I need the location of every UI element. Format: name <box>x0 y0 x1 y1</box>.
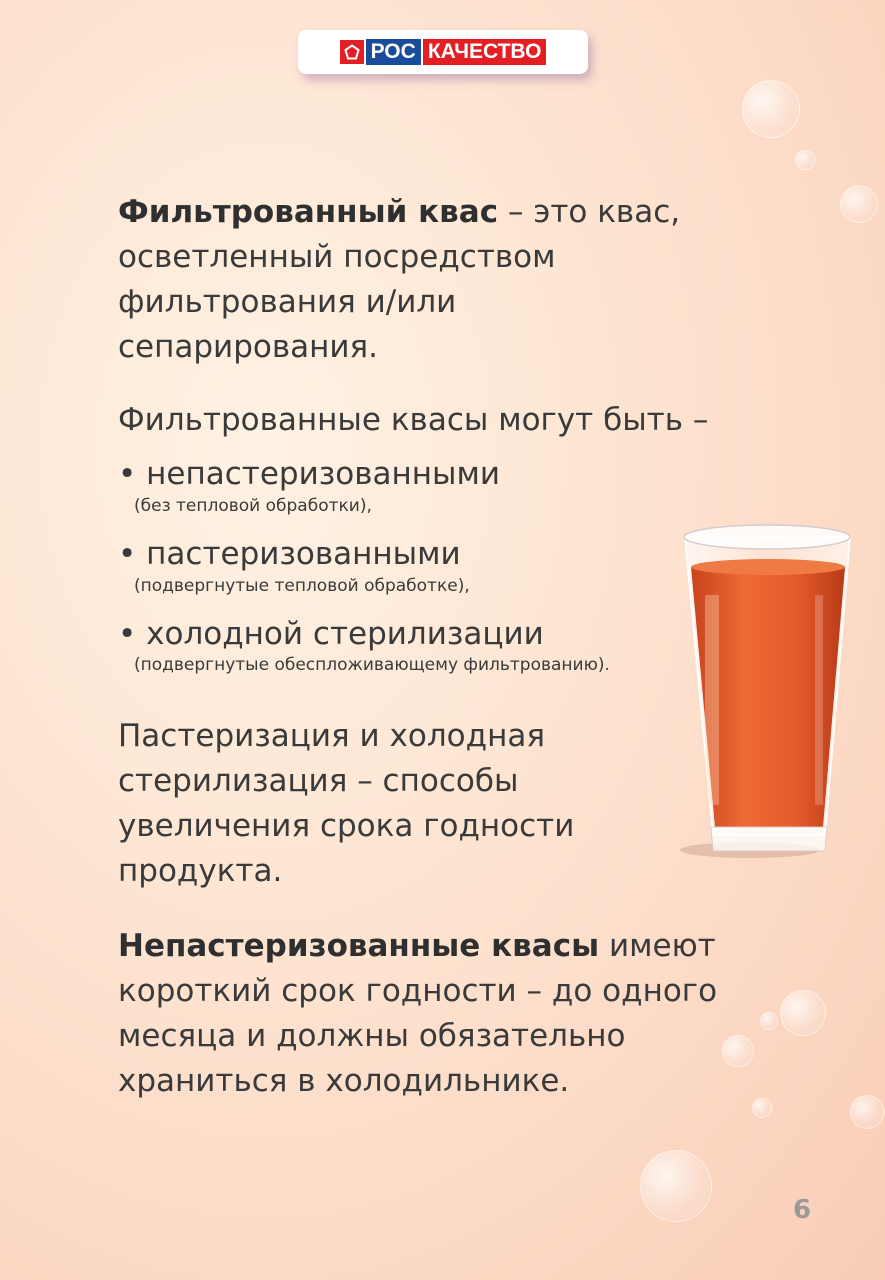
bullet-note-cold-sterilization: (подвергнутые обеспложивающему фильтрованию). <box>134 655 610 675</box>
types-intro: Фильтрованные квасы могут быть – <box>118 402 709 438</box>
storage-term: Непастеризованные квасы <box>118 928 600 964</box>
definition-paragraph <box>118 190 680 370</box>
storage-line-4: храниться в холодильнике. <box>118 1063 570 1099</box>
storage-paragraph <box>118 924 717 1104</box>
storage-text: имеют <box>599 928 716 964</box>
bullet-item-pasteurized: • пастеризованными <box>118 536 461 572</box>
bullet-note-unpasteurized: (без тепловой обработки), <box>134 496 372 516</box>
pasteurization-line-3: увеличения срока годности <box>118 808 575 844</box>
storage-line-3: месяца и должны обязательно <box>118 1018 626 1054</box>
pasteurization-line-4: продукта. <box>118 853 283 889</box>
definition-line-1 <box>118 190 680 235</box>
bubble-decoration <box>640 1150 712 1222</box>
definition-line-4: сепарирования. <box>118 329 379 365</box>
storage-line-2: короткий срок годности – до одного <box>118 973 718 1009</box>
pasteurization-line-1: Пастеризация и холодная <box>118 718 545 754</box>
definition-term: Фильтрованный квас <box>118 194 499 230</box>
bullet-item-cold-sterilization: • холодной стерилизации <box>118 616 544 652</box>
logo-ros-text: РОС <box>366 39 421 65</box>
pasteurization-paragraph <box>118 714 574 894</box>
bubble-decoration <box>780 990 826 1036</box>
pasteurization-line-2: стерилизация – способы <box>118 763 519 799</box>
bubble-decoration <box>795 150 815 170</box>
bullet-item-unpasteurized: • непастеризованными <box>118 456 501 492</box>
roskachestvo-logo <box>298 30 588 74</box>
definition-line-3: фильтрования и/или <box>118 284 457 320</box>
bubble-decoration <box>752 1098 772 1118</box>
logo-kachestvo-text: КАЧЕСТВО <box>423 39 547 65</box>
bubble-decoration <box>850 1095 884 1129</box>
bullet-note-pasteurized: (подвергнутые тепловой обработке), <box>134 576 470 596</box>
bubble-decoration <box>722 1035 754 1067</box>
page-number: 6 <box>793 1195 812 1225</box>
definition-text: – это квас, <box>498 194 681 230</box>
bubble-decoration <box>760 1012 778 1030</box>
bubble-decoration <box>742 80 800 138</box>
definition-line-2: осветленный посредством <box>118 239 556 275</box>
storage-line-1 <box>118 924 717 969</box>
bubble-decoration <box>840 185 878 223</box>
pentagon-icon <box>340 40 364 64</box>
kvass-glass-image <box>675 515 860 860</box>
